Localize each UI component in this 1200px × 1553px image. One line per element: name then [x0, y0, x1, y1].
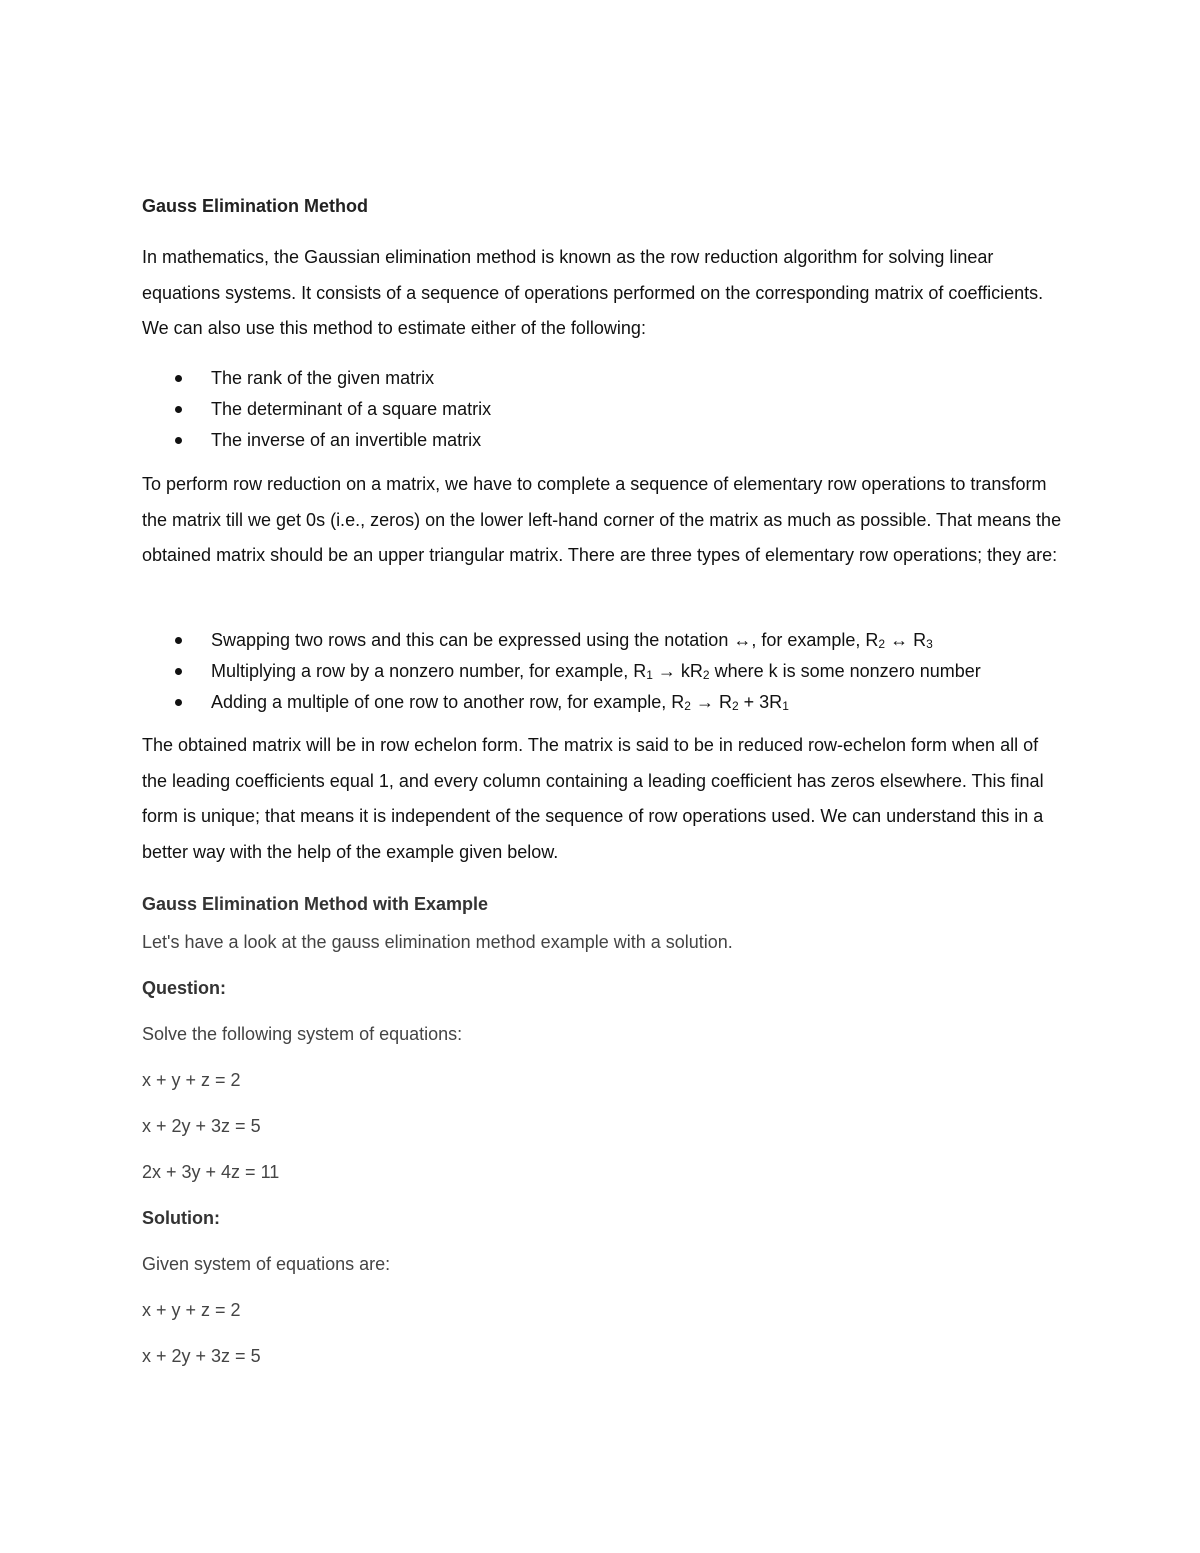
bullet-icon — [175, 406, 182, 413]
list-item: The determinant of a square matrix — [142, 394, 491, 425]
operations-list — [142, 625, 981, 718]
list-item: Adding a multiple of one row to another row, for example, $R_2 \to R_2 + 3R_1$ — [142, 687, 981, 718]
bullet-icon — [175, 699, 182, 706]
equation-2: x + 2y + 3z = 5 — [142, 1116, 261, 1136]
solution-label: Solution: — [142, 1208, 220, 1228]
solution-equation-2: x + 2y + 3z = 5 — [142, 1346, 261, 1366]
uses-list — [142, 363, 491, 456]
bullet-icon — [175, 668, 182, 675]
example-intro: Let's have a look at the gauss elimination method example with a solution. — [142, 932, 733, 952]
equation-1: x + y + z = 2 — [142, 1070, 241, 1090]
example-heading: Gauss Elimination Method with Example — [142, 894, 489, 914]
bullet-icon — [175, 375, 182, 382]
bullet-icon — [175, 637, 182, 644]
echelon-paragraph: The obtained matrix will be in row echelon form. The matrix is said to be in reduced row-echelon form when all of the leading coefficients equal 1, and every column containing a leading coefficient has zeros elsewhere. This final form is unique; that means it is independent of the sequence of row operations used. We can understand this in a better way with the help of the example given below. — [142, 735, 1044, 862]
page-title: Gauss Elimination Method — [142, 196, 369, 216]
equation-3: 2x + 3y + 4z = 11 — [142, 1162, 280, 1182]
row-reduction-paragraph: To perform row reduction on a matrix, we have to complete a sequence of elementary row operations to transform the matrix till we get 0s (i.e., zeros) on the lower left-hand corner of the matrix as much as possible. That means the obtained matrix should be an upper triangular matrix. There are three types of elementary row operations; they are: — [142, 474, 1062, 565]
list-item: Multiplying a row by a nonzero number, for example, $R_1 \to kR_2$ where k is some nonzero number — [142, 656, 981, 687]
solution-equation-1: x + y + z = 2 — [142, 1300, 241, 1320]
list-item: Swapping two rows and this can be expressed using the notation ↔, for example, $R_2$ ↔ $R_3$ — [142, 625, 981, 656]
list-item: The inverse of an invertible matrix — [142, 425, 491, 456]
question-text: Solve the following system of equations: — [142, 1024, 463, 1044]
question-label: Question: — [142, 978, 226, 998]
bullet-icon — [175, 437, 182, 444]
solution-text: Given system of equations are: — [142, 1254, 391, 1274]
list-item: The rank of the given matrix — [142, 363, 491, 394]
intro-paragraph: In mathematics, the Gaussian elimination method is known as the row reduction algorithm for solving linear equations systems. It consists of a sequence of operations performed on the corresponding matrix of coefficients. We can also use this method to estimate either of the following: — [142, 247, 1044, 338]
